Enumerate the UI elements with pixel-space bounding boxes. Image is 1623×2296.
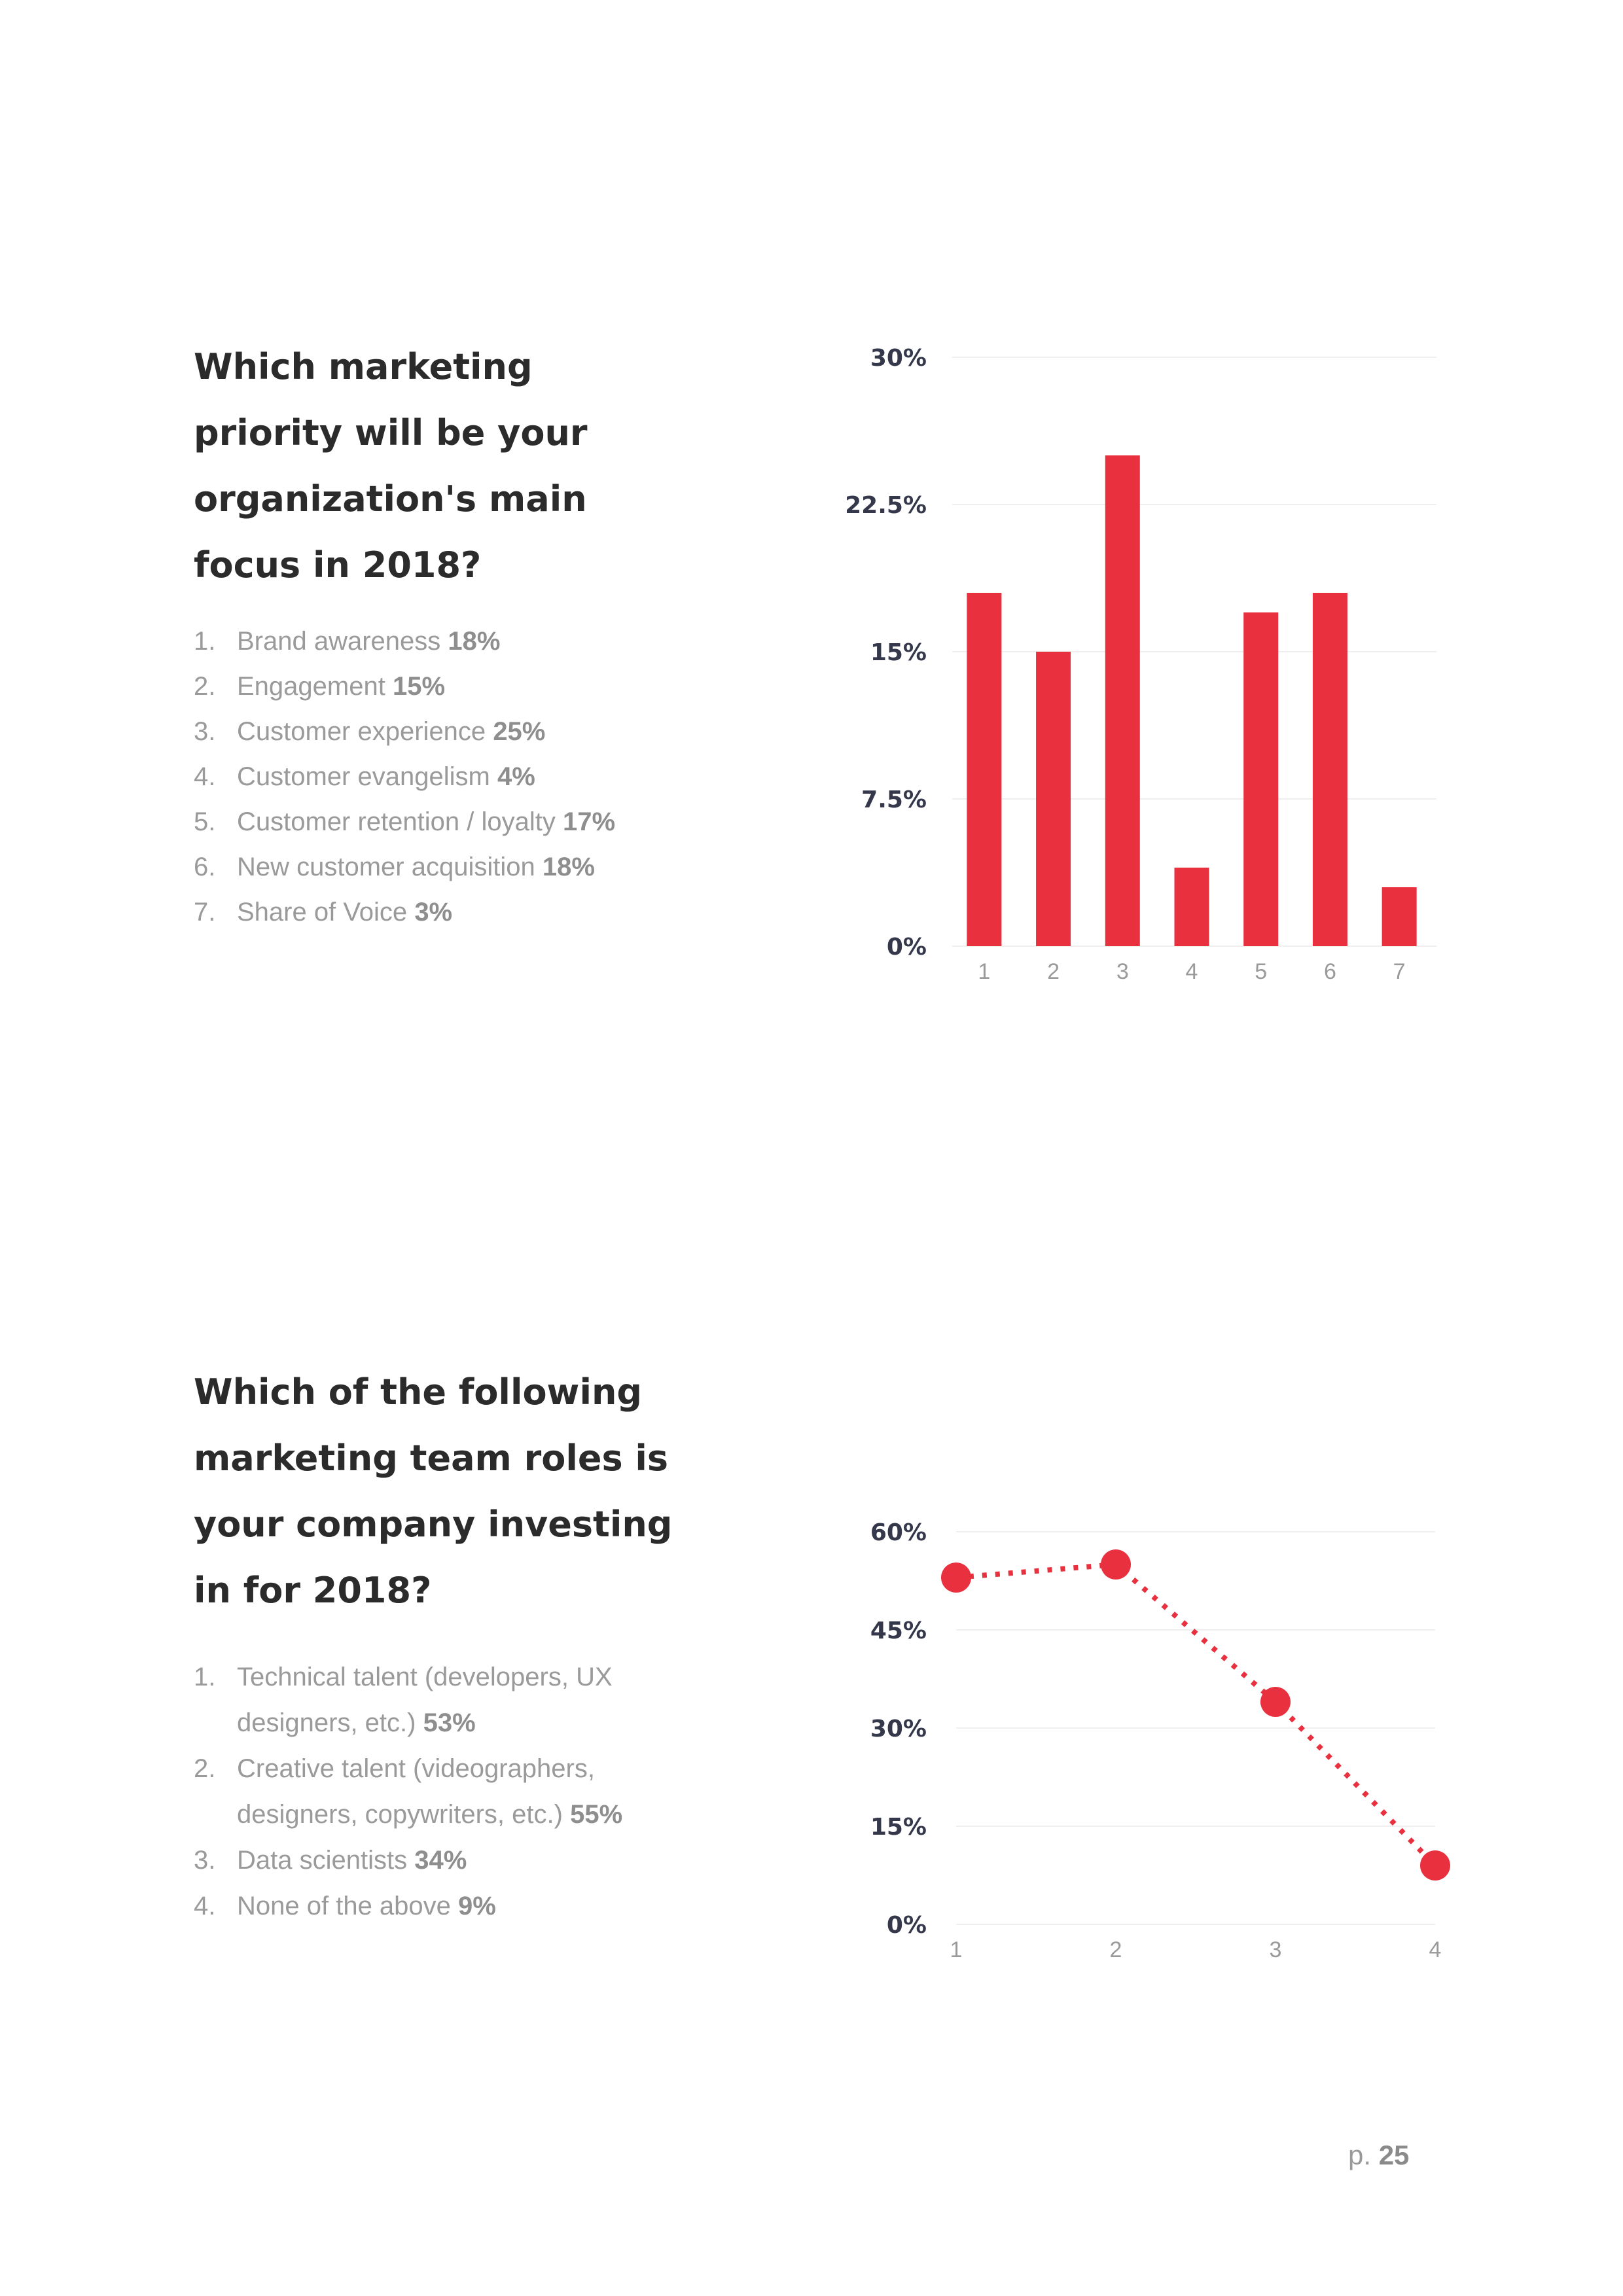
y-tick-label: 22.5% <box>845 492 927 519</box>
question-1-title: Which marketing priority will be your organization's main focus in 2018? <box>194 346 588 586</box>
x-tick-label: 2 <box>1047 959 1060 984</box>
x-tick-label: 2 <box>1109 1937 1122 1962</box>
x-tick-label: 1 <box>950 1937 963 1962</box>
x-tick-label: 6 <box>1323 959 1336 984</box>
x-tick-label: 7 <box>1393 959 1406 984</box>
question-2-title: Which of the following marketing team roles is your company investing in for 2018? <box>194 1371 673 1611</box>
data-point <box>1420 1850 1450 1881</box>
answer-label: Engagement <box>237 672 385 701</box>
answer-number: 1. <box>194 1663 216 1691</box>
answer-number: 4. <box>194 762 216 791</box>
data-point <box>1260 1687 1291 1717</box>
x-tick-label: 4 <box>1185 959 1198 984</box>
x-tick-label: 3 <box>1269 1937 1282 1962</box>
y-tick-label: 30% <box>870 1716 927 1742</box>
answer-label: Customer evangelism <box>237 762 490 791</box>
answer-value: 3% <box>414 898 453 927</box>
y-tick-label: 60% <box>870 1519 927 1546</box>
page-prefix: p. <box>1348 2140 1372 2170</box>
y-tick-label: 15% <box>870 639 927 666</box>
answer-label: Brand awareness <box>237 627 441 656</box>
y-tick-label: 15% <box>870 1814 927 1841</box>
x-tick-label: 3 <box>1116 959 1129 984</box>
y-tick-label: 0% <box>886 1912 927 1939</box>
y-tick-label: 45% <box>870 1617 927 1644</box>
answer-label: New customer acquisition <box>237 853 535 881</box>
data-point <box>941 1563 971 1593</box>
answer-value: 34% <box>414 1846 467 1875</box>
answer-label: None of the above <box>237 1892 451 1920</box>
page-value: 25 <box>1378 2140 1410 2170</box>
answer-label: Data scientists <box>237 1846 408 1875</box>
data-point <box>1101 1549 1131 1580</box>
answer-number: 2. <box>194 672 216 701</box>
answer-label: Share of Voice <box>237 898 408 927</box>
answer-number: 6. <box>194 853 216 881</box>
x-tick-label: 1 <box>978 959 991 984</box>
answer-number: 7. <box>194 898 216 927</box>
answer-number: 3. <box>194 1846 216 1875</box>
answer-value: 18% <box>542 853 595 881</box>
answer-label: Technical talent (developers, UX designers, etc.) <box>237 1663 613 1737</box>
answer-label: Customer experience <box>237 717 486 746</box>
answer-value: 9% <box>458 1892 496 1920</box>
answer-label: Creative talent (videographers, designers, copywriters, etc.) <box>237 1754 595 1829</box>
answer-value: 17% <box>563 807 616 836</box>
answer-value: 18% <box>448 627 501 656</box>
y-tick-label: 30% <box>870 345 927 372</box>
series-line <box>956 1564 1435 1865</box>
answer-number: 5. <box>194 807 216 836</box>
answer-value: 15% <box>392 672 446 701</box>
x-tick-label: 4 <box>1429 1937 1442 1962</box>
answer-number: 3. <box>194 717 216 746</box>
answer-value: 53% <box>423 1708 476 1737</box>
answer-value: 55% <box>570 1800 623 1829</box>
answer-value: 4% <box>497 762 535 791</box>
answer-number: 2. <box>194 1754 216 1783</box>
x-tick-label: 5 <box>1255 959 1268 984</box>
answer-number: 1. <box>194 627 216 656</box>
y-tick-label: 0% <box>886 934 927 961</box>
answer-number: 4. <box>194 1892 216 1920</box>
answer-label: Customer retention / loyalty <box>237 807 556 836</box>
y-tick-label: 7.5% <box>861 786 927 813</box>
page-number <box>1348 2140 1409 2171</box>
answer-value: 25% <box>493 717 546 746</box>
